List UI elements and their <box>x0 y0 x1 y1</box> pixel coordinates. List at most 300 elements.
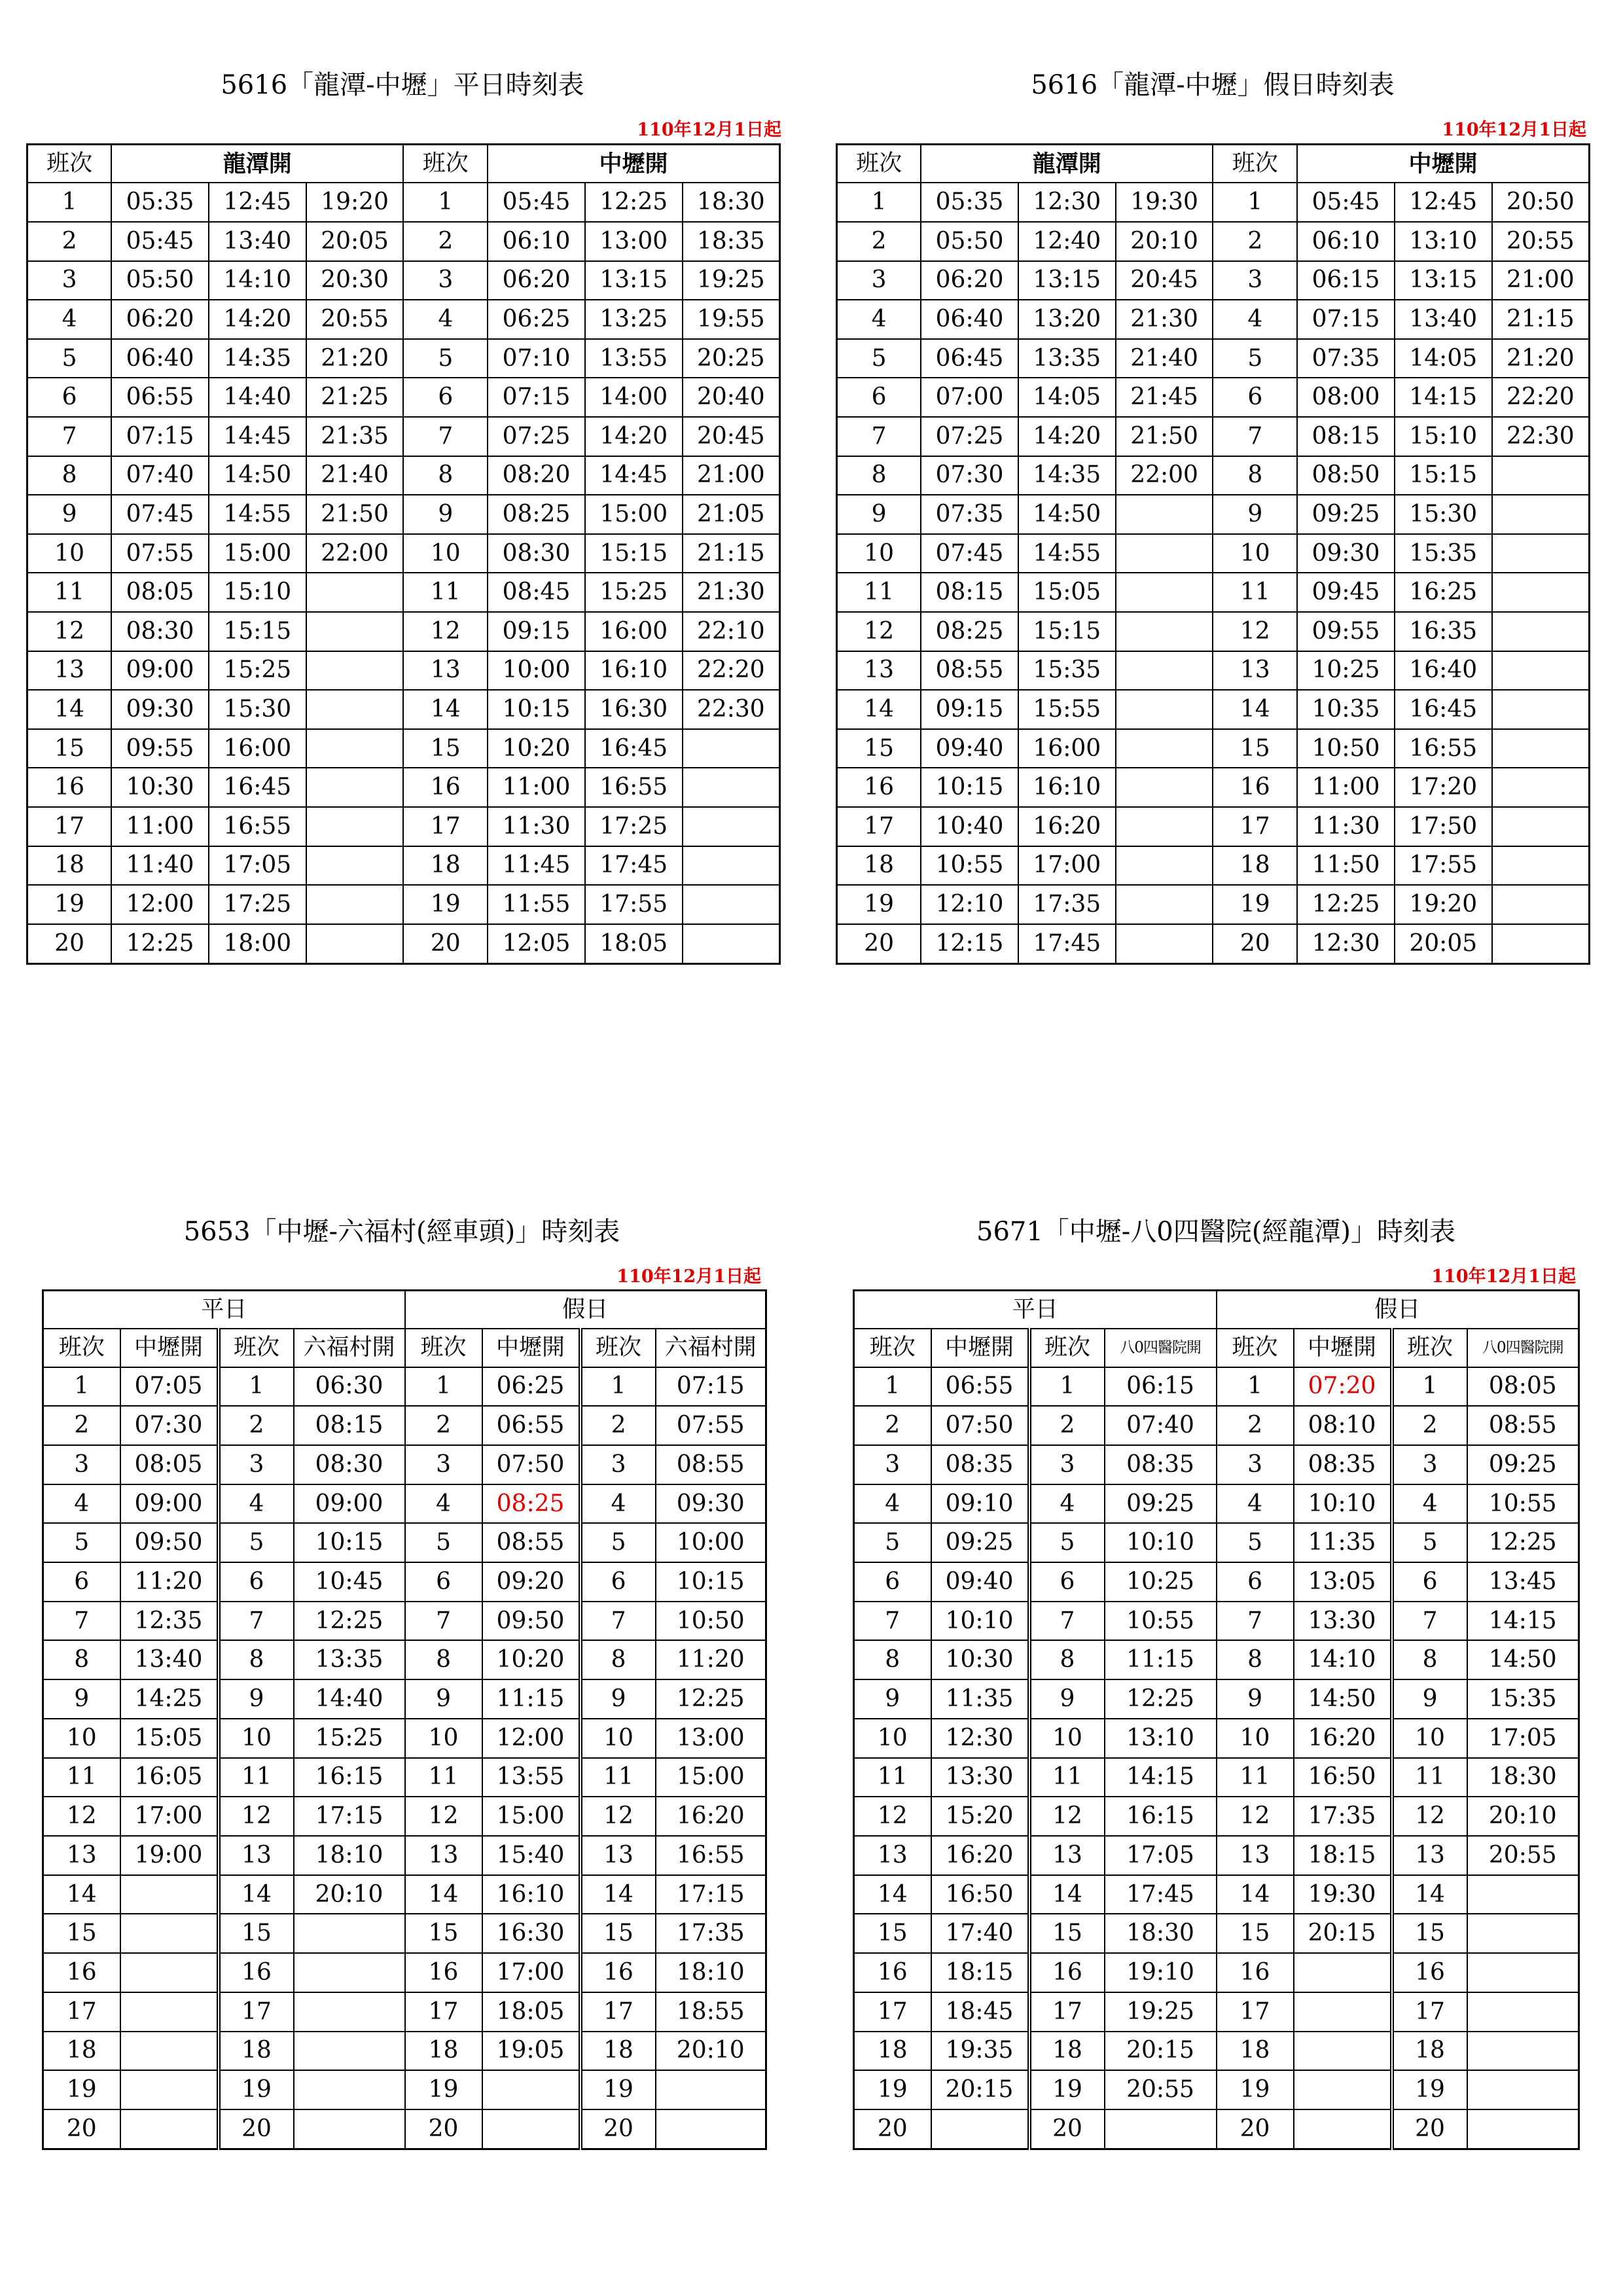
trip-no-cell: 15 <box>1392 1914 1467 1953</box>
trip-no-cell: 17 <box>27 807 112 846</box>
departure-time-cell: 20:50 <box>1492 183 1590 222</box>
trip-no-cell: 14 <box>1029 1875 1105 1914</box>
trip-no-cell: 6 <box>854 1562 931 1602</box>
departure-time-cell: 08:20 <box>488 456 585 495</box>
departure-time-cell: 14:20 <box>209 300 306 339</box>
departure-time-cell <box>1492 651 1590 691</box>
table-row <box>43 1758 766 1797</box>
departure-time-cell <box>294 1914 405 1953</box>
departure-time-cell: 14:50 <box>1467 1640 1579 1679</box>
trip-no-cell: 4 <box>405 1484 482 1524</box>
departure-time-cell: 14:35 <box>209 339 306 378</box>
departure-time-cell: 19:30 <box>1294 1875 1392 1914</box>
departure-time-cell: 10:30 <box>111 768 209 807</box>
departure-time-cell: 11:15 <box>482 1679 580 1719</box>
table-row <box>27 300 780 339</box>
departure-time-cell: 07:45 <box>111 495 209 534</box>
departure-time-cell: 06:20 <box>111 300 209 339</box>
trip-no-cell: 9 <box>1213 495 1297 534</box>
trip-no-cell: 19 <box>1029 2070 1105 2109</box>
departure-time-cell: 16:10 <box>1018 768 1116 807</box>
table-row <box>837 729 1590 768</box>
departure-time-cell <box>482 2109 580 2149</box>
trip-no-cell: 10 <box>580 1719 656 1758</box>
table-row <box>837 300 1590 339</box>
departure-time-cell <box>306 651 404 691</box>
trip-no-cell: 2 <box>27 222 112 261</box>
trip-no-cell: 11 <box>1217 1758 1294 1797</box>
trip-no-cell: 13 <box>580 1836 656 1875</box>
departure-time-cell: 11:30 <box>488 807 585 846</box>
departure-time-cell: 14:25 <box>120 1679 219 1719</box>
departure-time-cell <box>1116 885 1213 924</box>
trip-no-cell: 1 <box>1217 1367 1294 1407</box>
departure-time-cell: 10:15 <box>294 1523 405 1562</box>
trip-no-cell: 10 <box>219 1719 294 1758</box>
trip-no-cell: 9 <box>837 495 921 534</box>
departure-time-cell: 10:10 <box>1294 1484 1392 1524</box>
departure-time-cell: 14:50 <box>1018 495 1116 534</box>
departure-time-cell: 19:20 <box>1395 885 1492 924</box>
table-row <box>837 690 1590 729</box>
trip-no-cell: 20 <box>403 924 488 964</box>
header-depart-804-hospital: 八0四醫院開 <box>1105 1329 1217 1367</box>
table-row <box>43 2032 766 2071</box>
departure-time-cell <box>1294 2109 1392 2149</box>
departure-time-cell: 07:15 <box>1297 300 1395 339</box>
departure-time-cell: 11:15 <box>1105 1640 1217 1679</box>
trip-no-cell: 1 <box>854 1367 931 1407</box>
departure-time-cell: 21:45 <box>1116 378 1213 417</box>
departure-time-cell: 19:55 <box>683 300 780 339</box>
table-row <box>43 1406 766 1445</box>
trip-no-cell: 7 <box>1217 1602 1294 1641</box>
departure-time-cell: 06:15 <box>1105 1367 1217 1407</box>
trip-no-cell: 19 <box>837 885 921 924</box>
effective-date-label: 110年12月1日起 <box>616 1266 761 1287</box>
departure-time-cell: 17:55 <box>585 885 683 924</box>
departure-time-cell: 13:15 <box>585 261 683 300</box>
departure-time-cell: 16:40 <box>1395 651 1492 691</box>
departure-time-cell <box>1116 768 1213 807</box>
departure-time-cell: 16:55 <box>209 807 306 846</box>
trip-no-cell: 20 <box>1029 2109 1105 2149</box>
departure-time-cell: 10:45 <box>294 1562 405 1602</box>
timetable-title: 5671「中壢-八0四醫院(經龍潭)」時刻表 <box>976 1217 1455 1247</box>
trip-no-cell: 17 <box>403 807 488 846</box>
departure-time-cell: 21:15 <box>1492 300 1590 339</box>
trip-no-cell: 16 <box>43 1953 120 1992</box>
departure-time-cell: 20:55 <box>1467 1836 1579 1875</box>
departure-time-cell: 18:15 <box>1294 1836 1392 1875</box>
trip-no-cell: 12 <box>854 1797 931 1836</box>
trip-no-cell: 15 <box>27 729 112 768</box>
trip-no-cell: 14 <box>219 1875 294 1914</box>
trip-no-cell: 12 <box>580 1797 656 1836</box>
departure-time-cell: 08:50 <box>1297 456 1395 495</box>
trip-no-cell: 19 <box>27 885 112 924</box>
departure-time-cell: 11:45 <box>488 846 585 886</box>
departure-time-cell: 16:00 <box>1018 729 1116 768</box>
trip-no-cell: 13 <box>1217 1836 1294 1875</box>
trip-no-cell: 19 <box>405 2070 482 2109</box>
departure-time-cell: 22:30 <box>683 690 780 729</box>
departure-time-cell: 08:30 <box>111 612 209 651</box>
departure-time-cell: 13:30 <box>931 1758 1029 1797</box>
departure-time-cell: 21:05 <box>683 495 780 534</box>
departure-time-cell: 11:35 <box>931 1679 1029 1719</box>
departure-time-cell: 12:25 <box>1297 885 1395 924</box>
table-row <box>854 1523 1579 1562</box>
header-depart-zhongli: 中壢開 <box>482 1329 580 1367</box>
departure-time-cell: 13:05 <box>1294 1562 1392 1602</box>
trip-no-cell: 7 <box>580 1602 656 1641</box>
departure-time-cell: 12:25 <box>1467 1523 1579 1562</box>
trip-no-cell: 19 <box>580 2070 656 2109</box>
departure-time-cell: 16:25 <box>1395 573 1492 612</box>
departure-time-cell: 11:50 <box>1297 846 1395 886</box>
departure-time-cell: 13:35 <box>294 1640 405 1679</box>
trip-no-cell: 6 <box>1217 1562 1294 1602</box>
trip-no-cell: 3 <box>854 1445 931 1484</box>
table-row <box>854 1758 1579 1797</box>
departure-time-cell <box>294 1992 405 2032</box>
departure-time-cell: 22:20 <box>1492 378 1590 417</box>
departure-time-cell: 08:35 <box>931 1445 1029 1484</box>
group-header-weekday: 平日 <box>43 1291 405 1329</box>
departure-time-cell: 14:10 <box>209 261 306 300</box>
trip-no-cell: 6 <box>43 1562 120 1602</box>
trip-no-cell: 14 <box>1213 690 1297 729</box>
departure-time-cell <box>1492 924 1590 964</box>
trip-no-cell: 5 <box>1213 339 1297 378</box>
trip-no-cell: 12 <box>219 1797 294 1836</box>
table-row <box>854 1836 1579 1875</box>
trip-no-cell: 17 <box>1217 1992 1294 2032</box>
departure-time-cell: 18:05 <box>585 924 683 964</box>
departure-time-cell: 12:25 <box>294 1602 405 1641</box>
trip-no-cell: 12 <box>1213 612 1297 651</box>
departure-time-cell: 09:10 <box>931 1484 1029 1524</box>
departure-time-cell: 09:25 <box>931 1523 1029 1562</box>
departure-time-cell: 19:30 <box>1116 183 1213 222</box>
table-row <box>854 1406 1579 1445</box>
departure-time-cell: 15:00 <box>585 495 683 534</box>
departure-time-cell: 07:15 <box>111 417 209 456</box>
departure-time-cell: 18:35 <box>683 222 780 261</box>
departure-time-cell <box>1116 573 1213 612</box>
trip-no-cell: 15 <box>1029 1914 1105 1953</box>
table-row <box>27 573 780 612</box>
departure-time-cell: 10:55 <box>1105 1602 1217 1641</box>
departure-time-cell <box>306 924 404 964</box>
trip-no-cell: 6 <box>405 1562 482 1602</box>
table-row <box>837 885 1590 924</box>
departure-time-cell: 13:55 <box>482 1758 580 1797</box>
trip-no-cell: 5 <box>1392 1523 1467 1562</box>
trip-no-cell: 8 <box>580 1640 656 1679</box>
departure-time-cell: 14:40 <box>294 1679 405 1719</box>
timetable-5671 <box>853 1289 1580 2150</box>
header-trip-no: 班次 <box>1392 1329 1467 1367</box>
departure-time-cell: 09:00 <box>111 651 209 691</box>
departure-time-cell: 07:30 <box>120 1406 219 1445</box>
trip-no-cell: 7 <box>43 1602 120 1641</box>
trip-no-cell: 18 <box>219 2032 294 2071</box>
trip-no-cell: 14 <box>27 690 112 729</box>
departure-time-cell: 13:00 <box>585 222 683 261</box>
trip-no-cell: 1 <box>219 1367 294 1407</box>
trip-no-cell: 16 <box>403 768 488 807</box>
table-row <box>43 2109 766 2149</box>
table-row <box>837 573 1590 612</box>
trip-no-cell: 3 <box>219 1445 294 1484</box>
departure-time-cell: 12:35 <box>120 1602 219 1641</box>
departure-time-cell <box>1467 1992 1579 2032</box>
departure-time-cell: 15:25 <box>294 1719 405 1758</box>
trip-no-cell: 17 <box>837 807 921 846</box>
departure-time-cell: 09:15 <box>921 690 1018 729</box>
trip-no-cell: 17 <box>43 1992 120 2032</box>
departure-time-cell: 20:55 <box>306 300 404 339</box>
departure-time-cell: 15:20 <box>931 1797 1029 1836</box>
departure-time-cell: 19:35 <box>931 2032 1029 2071</box>
trip-no-cell: 1 <box>837 183 921 222</box>
trip-no-cell: 4 <box>854 1484 931 1524</box>
departure-time-cell <box>120 1914 219 1953</box>
departure-time-cell: 20:10 <box>1116 222 1213 261</box>
departure-time-cell: 14:45 <box>585 456 683 495</box>
departure-time-cell: 16:20 <box>1294 1719 1392 1758</box>
departure-time-cell <box>120 2070 219 2109</box>
trip-no-cell: 11 <box>854 1758 931 1797</box>
header-depart-804-hospital: 八0四醫院開 <box>1467 1329 1579 1367</box>
departure-time-cell <box>683 846 780 886</box>
departure-time-cell <box>1294 1992 1392 2032</box>
trip-no-cell: 20 <box>1213 924 1297 964</box>
departure-time-cell: 15:05 <box>1018 573 1116 612</box>
table-row <box>837 261 1590 300</box>
departure-time-cell: 22:30 <box>1492 417 1590 456</box>
departure-time-cell <box>306 846 404 886</box>
table-row <box>27 729 780 768</box>
departure-time-cell <box>1116 534 1213 573</box>
trip-no-cell: 9 <box>1217 1679 1294 1719</box>
departure-time-cell <box>294 2032 405 2071</box>
departure-time-cell: 10:30 <box>931 1640 1029 1679</box>
trip-no-cell: 16 <box>219 1953 294 1992</box>
trip-no-cell: 3 <box>837 261 921 300</box>
departure-time-cell: 09:55 <box>111 729 209 768</box>
trip-no-cell: 8 <box>219 1640 294 1679</box>
departure-time-cell <box>1492 573 1590 612</box>
departure-time-cell <box>120 1953 219 1992</box>
trip-no-cell: 16 <box>1217 1953 1294 1992</box>
trip-no-cell: 11 <box>1213 573 1297 612</box>
departure-time-cell: 07:10 <box>488 339 585 378</box>
departure-time-cell: 16:55 <box>656 1836 766 1875</box>
trip-no-cell: 7 <box>1029 1602 1105 1641</box>
departure-time-cell: 08:55 <box>656 1445 766 1484</box>
table-row <box>43 1719 766 1758</box>
departure-time-cell: 16:50 <box>931 1875 1029 1914</box>
departure-time-cell: 15:55 <box>1018 690 1116 729</box>
departure-time-cell <box>1492 456 1590 495</box>
departure-time-cell: 15:30 <box>1395 495 1492 534</box>
departure-time-cell: 07:35 <box>921 495 1018 534</box>
trip-no-cell: 4 <box>580 1484 656 1524</box>
trip-no-cell: 13 <box>403 651 488 691</box>
departure-time-cell <box>1116 612 1213 651</box>
departure-time-cell: 15:35 <box>1018 651 1116 691</box>
trip-no-cell: 9 <box>219 1679 294 1719</box>
departure-time-cell: 09:40 <box>921 729 1018 768</box>
trip-no-cell: 13 <box>219 1836 294 1875</box>
trip-no-cell: 11 <box>580 1758 656 1797</box>
trip-no-cell: 17 <box>1392 1992 1467 2032</box>
trip-no-cell: 11 <box>219 1758 294 1797</box>
departure-time-cell: 20:25 <box>683 339 780 378</box>
table-row <box>43 1992 766 2032</box>
departure-time-cell: 14:55 <box>209 495 306 534</box>
table-row <box>27 378 780 417</box>
effective-date-label: 110年12月1日起 <box>1431 1266 1576 1287</box>
departure-time-cell: 14:55 <box>1018 534 1116 573</box>
trip-no-cell: 5 <box>403 339 488 378</box>
departure-time-cell <box>1492 885 1590 924</box>
table-row <box>854 1875 1579 1914</box>
table-row <box>43 2070 766 2109</box>
table-row <box>837 222 1590 261</box>
departure-time-cell: 08:05 <box>1467 1367 1579 1407</box>
table-row <box>43 1602 766 1641</box>
departure-time-cell <box>656 2070 766 2109</box>
departure-time-cell: 11:40 <box>111 846 209 886</box>
header-trip-no: 班次 <box>580 1329 656 1367</box>
departure-time-cell: 21:30 <box>1116 300 1213 339</box>
trip-no-cell: 7 <box>405 1602 482 1641</box>
departure-time-cell <box>1467 1953 1579 1992</box>
departure-time-cell: 15:10 <box>209 573 306 612</box>
departure-time-cell: 14:50 <box>1294 1679 1392 1719</box>
trip-no-cell: 16 <box>837 768 921 807</box>
table-row <box>27 339 780 378</box>
departure-time-cell <box>1467 1914 1579 1953</box>
departure-time-cell: 05:45 <box>111 222 209 261</box>
trip-no-cell: 12 <box>1029 1797 1105 1836</box>
departure-time-cell: 15:00 <box>656 1758 766 1797</box>
departure-time-cell: 10:55 <box>921 846 1018 886</box>
departure-time-cell: 14:15 <box>1105 1758 1217 1797</box>
timetable-title: 5616「龍潭-中壢」平日時刻表 <box>221 70 584 100</box>
departure-time-cell: 10:35 <box>1297 690 1395 729</box>
trip-no-cell: 8 <box>1217 1640 1294 1679</box>
table-row <box>837 612 1590 651</box>
departure-time-cell: 06:45 <box>921 339 1018 378</box>
effective-date-label: 110年12月1日起 <box>637 120 781 140</box>
departure-time-cell <box>294 1953 405 1992</box>
trip-no-cell: 4 <box>1029 1484 1105 1524</box>
table-row <box>854 1367 1579 1407</box>
table-row <box>837 768 1590 807</box>
header-depart-longtan: 龍潭開 <box>111 145 403 183</box>
departure-time-cell: 17:00 <box>120 1797 219 1836</box>
departure-time-cell: 12:30 <box>931 1719 1029 1758</box>
departure-time-cell: 06:55 <box>931 1367 1029 1407</box>
trip-no-cell: 14 <box>403 690 488 729</box>
departure-time-cell: 17:35 <box>1294 1797 1392 1836</box>
trip-no-cell: 3 <box>1029 1445 1105 1484</box>
trip-no-cell: 11 <box>27 573 112 612</box>
departure-time-cell: 17:40 <box>931 1914 1029 1953</box>
trip-no-cell: 7 <box>1392 1602 1467 1641</box>
departure-time-cell: 16:50 <box>1294 1758 1392 1797</box>
trip-no-cell: 3 <box>405 1445 482 1484</box>
departure-time-cell: 20:15 <box>931 2070 1029 2109</box>
trip-no-cell: 8 <box>1029 1640 1105 1679</box>
trip-no-cell: 9 <box>43 1679 120 1719</box>
departure-time-cell: 15:15 <box>1395 456 1492 495</box>
departure-time-cell <box>120 1875 219 1914</box>
departure-time-cell <box>1492 534 1590 573</box>
departure-time-cell: 13:10 <box>1395 222 1492 261</box>
departure-time-cell: 15:25 <box>585 573 683 612</box>
departure-time-cell: 16:45 <box>209 768 306 807</box>
departure-time-cell: 11:00 <box>111 807 209 846</box>
departure-time-cell: 11:55 <box>488 885 585 924</box>
departure-time-cell: 19:25 <box>1105 1992 1217 2032</box>
trip-no-cell: 3 <box>27 261 112 300</box>
trip-no-cell: 7 <box>1213 417 1297 456</box>
departure-time-cell: 06:55 <box>111 378 209 417</box>
table-row <box>854 1914 1579 1953</box>
trip-no-cell: 16 <box>1029 1953 1105 1992</box>
departure-time-cell: 09:20 <box>482 1562 580 1602</box>
departure-time-cell <box>1492 612 1590 651</box>
departure-time-cell: 10:10 <box>931 1602 1029 1641</box>
departure-time-cell: 09:55 <box>1297 612 1395 651</box>
departure-time-cell: 11:35 <box>1294 1523 1392 1562</box>
table-row <box>837 846 1590 886</box>
departure-time-cell: 17:55 <box>1395 846 1492 886</box>
trip-no-cell: 10 <box>1213 534 1297 573</box>
departure-time-cell: 09:25 <box>1467 1445 1579 1484</box>
departure-time-cell: 12:00 <box>482 1719 580 1758</box>
trip-no-cell: 6 <box>219 1562 294 1602</box>
departure-time-cell <box>1492 495 1590 534</box>
header-trip-no: 班次 <box>837 145 921 183</box>
trip-no-cell: 12 <box>27 612 112 651</box>
trip-no-cell: 13 <box>405 1836 482 1875</box>
trip-no-cell: 10 <box>1392 1719 1467 1758</box>
trip-no-cell: 12 <box>1217 1797 1294 1836</box>
table-row <box>854 1562 1579 1602</box>
table-row <box>854 1719 1579 1758</box>
trip-no-cell: 8 <box>1392 1640 1467 1679</box>
departure-time-cell: 20:15 <box>1294 1914 1392 1953</box>
trip-no-cell: 4 <box>219 1484 294 1524</box>
departure-time-cell: 06:20 <box>488 261 585 300</box>
departure-time-cell: 16:20 <box>656 1797 766 1836</box>
departure-time-cell: 21:30 <box>683 573 780 612</box>
trip-no-cell: 19 <box>219 2070 294 2109</box>
departure-time-cell: 17:25 <box>585 807 683 846</box>
trip-no-cell: 17 <box>1213 807 1297 846</box>
departure-time-cell: 18:30 <box>1467 1758 1579 1797</box>
departure-time-cell: 16:15 <box>294 1758 405 1797</box>
trip-no-cell: 9 <box>405 1679 482 1719</box>
departure-time-cell: 08:45 <box>488 573 585 612</box>
